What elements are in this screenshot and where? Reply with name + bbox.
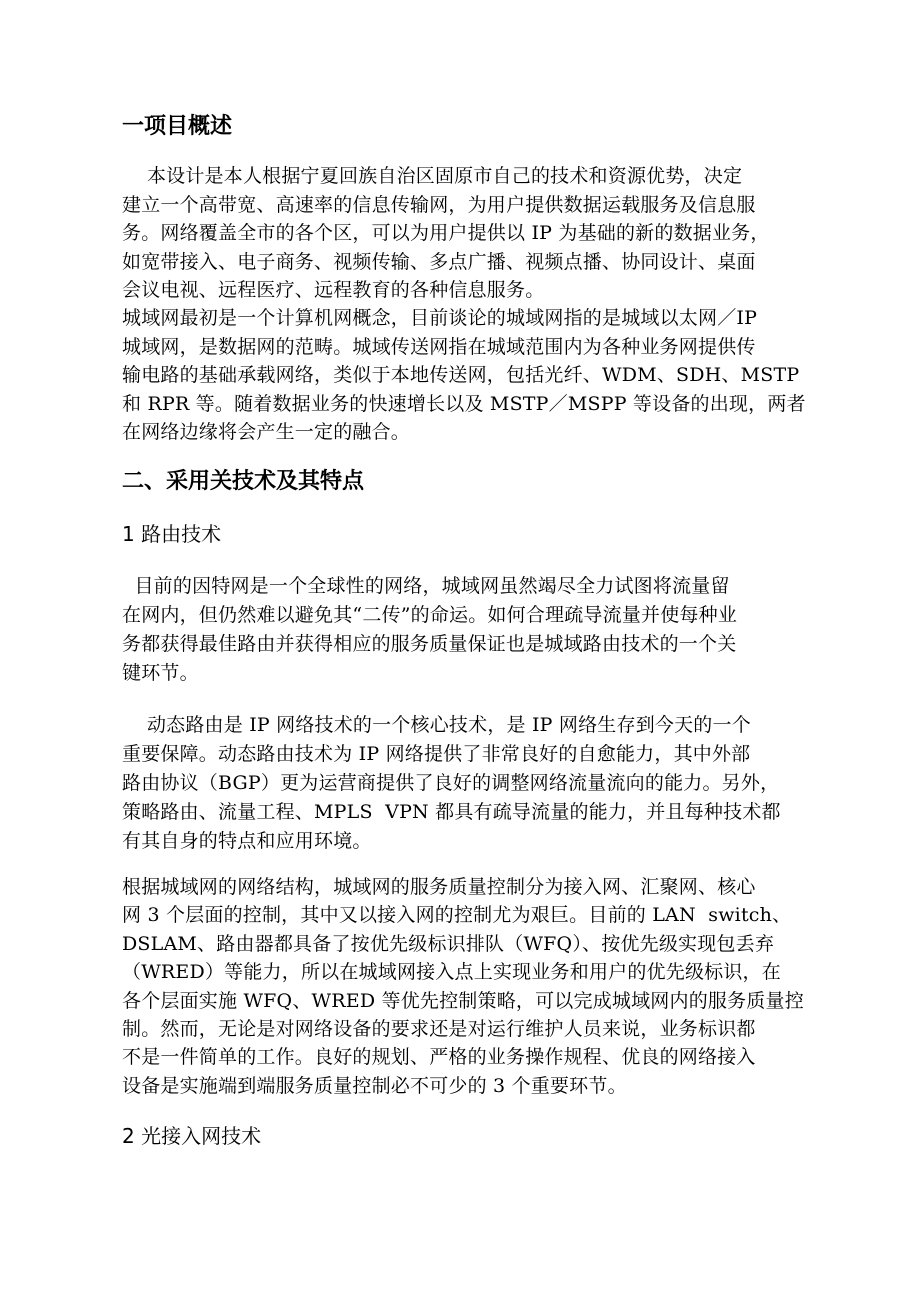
text-line: 设备是实施端到端服务质量控制必不可少的 3 个重要环节。 <box>122 1074 627 1097</box>
text-line: 务。网络覆盖全市的各个区，可以为用户提供以 IP 为基础的新的数据业务， <box>122 222 770 244</box>
subsection-2-heading: 2 光接入网技术 <box>122 1124 262 1148</box>
text-line: 键环节。 <box>122 662 199 684</box>
text-line: 各个层面实施 WFQ、WRED 等优先控制策略，可以完成城域网内的服务质量控 <box>122 989 804 1012</box>
text-line: 输电路的基础承载网络，类似于本地传送网，包括光纤、WDM、SDH、MSTP <box>122 364 800 386</box>
text-line: 城域网，是数据网的范畴。城域传送网指在城域范围内为各种业务网提供传 <box>122 335 756 358</box>
subsection-1-heading: 1 路由技术 <box>122 522 222 546</box>
text-line: 会议电视、远程医疗、远程教育的各种信息服务。 <box>122 279 545 301</box>
text-line: 目前的因特网是一个全球性的网络，城域网虽然竭尽全力试图将流量留 <box>122 575 730 597</box>
text-line: 根据城域网的网络结构，城域网的服务质量控制分为接入网、汇聚网、核心 <box>122 876 756 898</box>
text-line: 有其自身的特点和应用环境。 <box>122 830 372 852</box>
text-line: 策略路由、流量工程、MPLS VPN 都具有疏导流量的能力，并且每种技术都 <box>122 801 781 823</box>
text-line: 路由协议（BGP）更为运营商提供了良好的调整网络流量流向的能力。另外， <box>122 772 780 794</box>
text-line: 重要保障。动态路由技术为 IP 网络提供了非常良好的自愈能力，其中外部 <box>122 743 751 765</box>
text-line: DSLAM、路由器都具备了按优先级标识排队（WFQ）、按优先级实现包丢弃 <box>122 932 775 955</box>
subsection-1-paragraph-3 <box>122 873 842 1100</box>
text-line: （WRED）等能力，所以在城域网接入点上实现业务和用户的优先级标识，在 <box>122 961 781 984</box>
text-line: 不是一件简单的工作。良好的规划、严格的业务操作规程、优良的网络接入 <box>122 1046 756 1069</box>
text-line: 和 RPR 等。随着数据业务的快速增长以及 MSTP／MSPP 等设备的出现，两者 <box>122 392 806 415</box>
section-1-heading: 一项目概述 <box>122 114 233 139</box>
text-line: 制。然而，无论是对网络设备的要求还是对运行维护人员来说，业务标识都 <box>122 1017 756 1040</box>
text-line: 如宽带接入、电子商务、视频传输、多点广播、视频点播、协同设计、桌面 <box>122 250 756 273</box>
subsection-1-paragraph-2 <box>122 711 842 856</box>
section-1-paragraph-2 <box>122 304 842 447</box>
text-line: 务都获得最佳路由并获得相应的服务质量保证也是城域路由技术的一个关 <box>122 633 737 655</box>
section-1-paragraph-1 <box>122 162 842 305</box>
text-line: 本设计是本人根据宁夏回族自治区固原市自己的技术和资源优势，决定 <box>122 165 743 187</box>
text-line: 建立一个高带宽、高速率的信息传输网，为用户提供数据运载服务及信息服 <box>122 193 756 216</box>
text-line: 在网络边缘将会产生一定的融合。 <box>122 421 411 443</box>
section-2-heading: 二、采用关技术及其特点 <box>122 469 365 494</box>
subsection-1-paragraph-1 <box>122 572 842 688</box>
text-line: 在网内，但仍然难以避免其“二传”的命运。如何合理疏导流量并使每种业 <box>122 604 738 626</box>
text-line: 动态路由是 IP 网络技术的一个核心技术，是 IP 网络生存到今天的一个 <box>122 714 751 736</box>
text-line: 城域网最初是一个计算机网概念，目前谈论的城域网指的是城域以太网／IP <box>122 307 758 329</box>
text-line: 网 3 个层面的控制，其中又以接入网的控制尤为艰巨。目前的 LAN switch、 <box>122 904 792 927</box>
